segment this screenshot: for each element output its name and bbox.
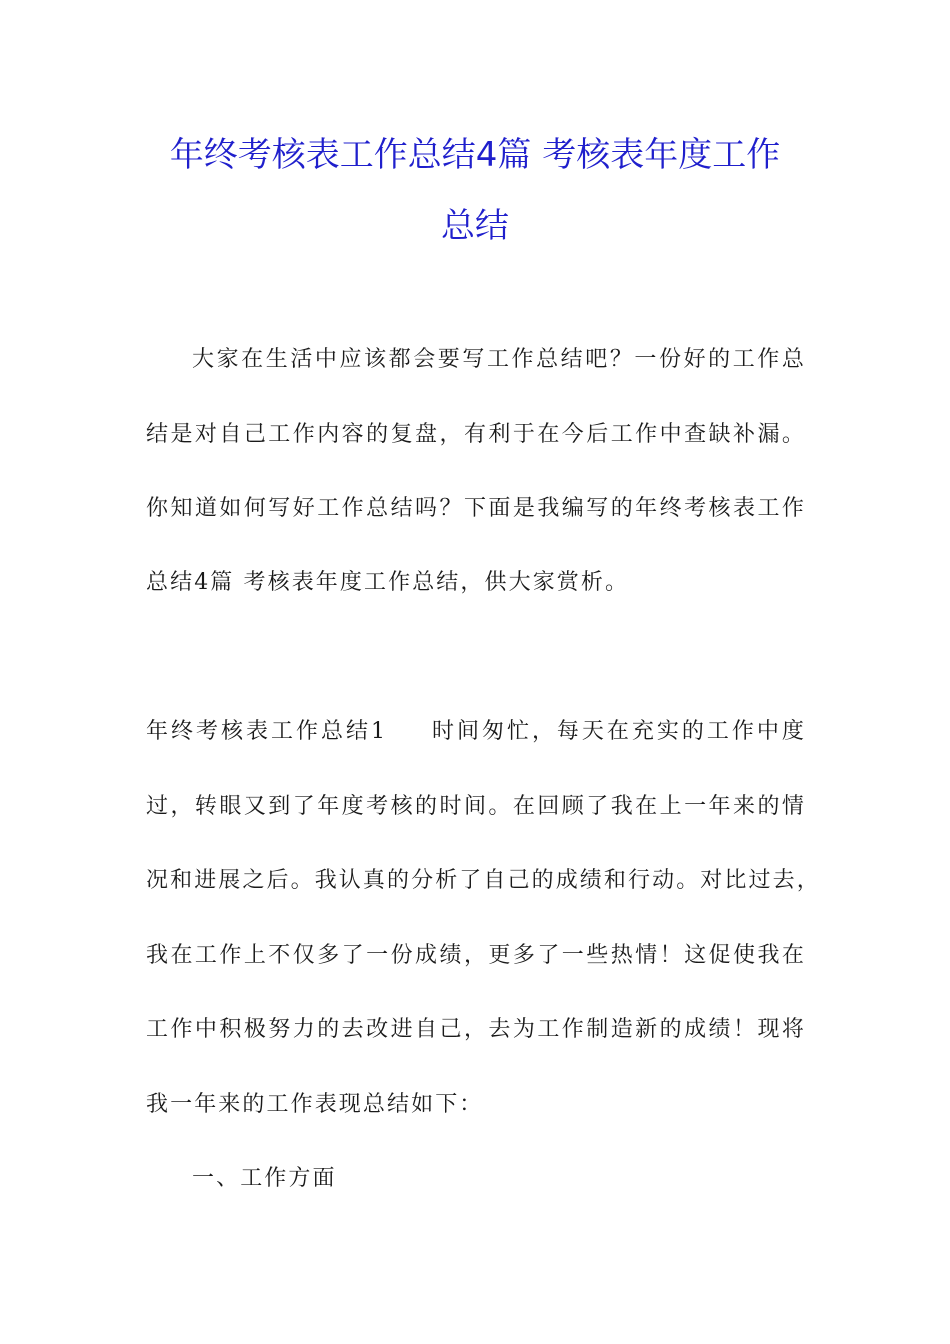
intro-paragraph-line: 你知道如何写好工作总结吗？下面是我编写的年终考核表工作 — [146, 496, 806, 521]
section-1-paragraph-line: 工作中积极努力的去改进自己，去为工作制造新的成绩！现将 — [146, 1017, 806, 1042]
intro-paragraph-line: 总结4篇 考核表年度工作总结，供大家赏析。 — [146, 570, 630, 595]
section-1-paragraph-line: 我一年来的工作表现总结如下： — [146, 1092, 484, 1117]
section-1-first-line-text: 时间匆忙，每天在充实的工作中度 — [431, 719, 806, 744]
section-1-subheading: 一、工作方面 — [192, 1166, 337, 1191]
section-1-first-line — [146, 720, 806, 744]
section-1-heading: 年终考核表工作总结1 — [146, 719, 388, 744]
section-1-paragraph-line: 况和进展之后。我认真的分析了自己的成绩和行动。对比过去， — [146, 868, 821, 893]
intro-paragraph-line: 结是对自己工作内容的复盘，有利于在今后工作中查缺补漏。 — [146, 422, 806, 447]
intro-paragraph-line: 大家在生活中应该都会要写工作总结吧？一份好的工作总 — [192, 347, 806, 372]
document-title-line-1: 年终考核表工作总结4篇 考核表年度工作 — [169, 135, 781, 175]
section-1-paragraph-line: 过，转眼又到了年度考核的时间。在回顾了我在上一年来的情 — [146, 794, 806, 819]
section-1-paragraph-line: 我在工作上不仅多了一份成绩，更多了一些热情！这促使我在 — [146, 943, 806, 968]
document-title-line-2: 总结 — [441, 206, 509, 246]
